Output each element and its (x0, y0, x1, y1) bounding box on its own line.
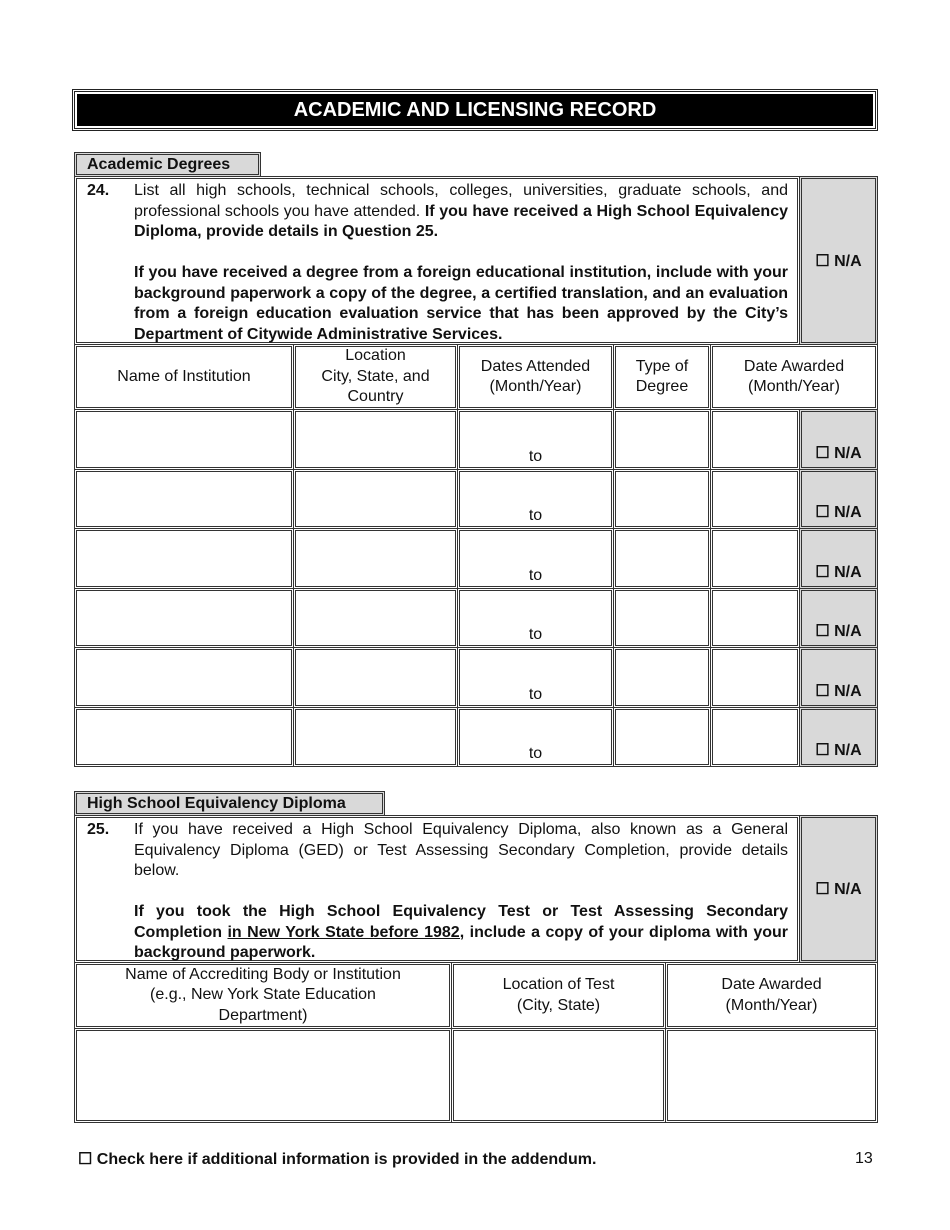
date-awarded-input[interactable] (710, 528, 800, 589)
question-25-box (74, 815, 800, 963)
column-header-accrediting-body: Name of Accrediting Body or Institution (e.g., New York State Education Department) (74, 962, 452, 1029)
date-awarded-input[interactable] (710, 707, 800, 768)
date-awarded-input[interactable] (710, 469, 800, 530)
column-header-location: Location City, State, and Country (293, 344, 458, 410)
column-header-test-location: Location of Test (City, State) (451, 962, 666, 1029)
form-title-bar (72, 89, 878, 131)
institution-location-input[interactable] (293, 409, 458, 470)
question-24-na-checkbox[interactable]: ☐ N/A (799, 176, 878, 345)
degree-type-input[interactable] (613, 707, 711, 768)
institution-name-input[interactable] (74, 647, 294, 708)
addendum-checkbox[interactable]: ☐ Check here if additional information is provided in the addendum. (78, 1151, 597, 1168)
row-na-checkbox[interactable]: ☐ N/A (799, 409, 878, 470)
question-24-box (74, 176, 800, 345)
degree-type-input[interactable] (613, 528, 711, 589)
institution-location-input[interactable] (293, 707, 458, 768)
degree-type-input[interactable] (613, 647, 711, 708)
dates-attended-input[interactable]: to (457, 647, 614, 708)
question-25-bold-underline: in New York State before 1982, (227, 923, 465, 941)
page-number: 13 (855, 1150, 873, 1167)
hse-test-location-input[interactable] (451, 1028, 666, 1123)
institution-name-input[interactable] (74, 469, 294, 530)
question-25-text: If you have received a High School Equivalency Diploma, also known as a General Equivalency Diploma (GED) or Test Assessing Secondary Completion, provide details below. (134, 821, 788, 879)
date-awarded-input[interactable] (710, 588, 800, 649)
column-header-date-awarded: Date Awarded (Month/Year) (710, 344, 878, 410)
row-na-checkbox[interactable]: ☐ N/A (799, 469, 878, 530)
degree-type-input[interactable] (613, 469, 711, 530)
date-awarded-input[interactable] (710, 647, 800, 708)
date-awarded-input[interactable] (710, 409, 800, 470)
question-24-foreign-degree-text: If you have received a degree from a foreign educational institution, include with your background paperwork a copy of the degree, a certified translation, and an evaluation from a foreign education evaluation service that has been approved by the City’s Department of Citywide Administrative Services. (134, 264, 788, 343)
row-na-checkbox[interactable]: ☐ N/A (799, 528, 878, 589)
question-25-na-checkbox[interactable]: ☐ N/A (799, 815, 878, 963)
question-25-bold-text-a: If you took the High School Equivalency Test or Test Assessing Secondary Completion (134, 903, 788, 941)
row-na-checkbox[interactable]: ☐ N/A (799, 707, 878, 768)
institution-name-input[interactable] (74, 707, 294, 768)
hse-date-awarded-input[interactable] (665, 1028, 878, 1123)
form-title: ACADEMIC AND LICENSING RECORD (77, 94, 873, 126)
dates-attended-input[interactable]: to (457, 409, 614, 470)
hse-accrediting-body-input[interactable] (74, 1028, 452, 1123)
dates-attended-input[interactable]: to (457, 528, 614, 589)
question-25-number: 25. (87, 821, 110, 838)
institution-location-input[interactable] (293, 647, 458, 708)
institution-name-input[interactable] (74, 409, 294, 470)
question-24-number: 24. (87, 182, 110, 199)
question-24-text: List all high schools, technical schools, colleges, universities, graduate schools, and professional schools you have attended. (134, 182, 788, 220)
institution-location-input[interactable] (293, 528, 458, 589)
section-label-hse-diploma: High School Equivalency Diploma (74, 791, 385, 816)
question-24-bold-text: If you have received a High School Equivalency Diploma, provide details in Question 25. (134, 202, 788, 240)
dates-attended-input[interactable]: to (457, 469, 614, 530)
column-header-hse-date-awarded: Date Awarded (Month/Year) (665, 962, 878, 1029)
degree-type-input[interactable] (613, 409, 711, 470)
row-na-checkbox[interactable]: ☐ N/A (799, 647, 878, 708)
row-na-checkbox[interactable]: ☐ N/A (799, 588, 878, 649)
section-label-academic-degrees: Academic Degrees (74, 152, 261, 177)
institution-location-input[interactable] (293, 469, 458, 530)
column-header-degree-type: Type of Degree (613, 344, 711, 410)
dates-attended-input[interactable]: to (457, 707, 614, 768)
institution-name-input[interactable] (74, 528, 294, 589)
question-25-bold-text-b: include a copy of your diploma with your background paperwork. (134, 923, 789, 961)
institution-name-input[interactable] (74, 588, 294, 649)
institution-location-input[interactable] (293, 588, 458, 649)
column-header-dates-attended: Dates Attended (Month/Year) (457, 344, 614, 410)
column-header-institution: Name of Institution (74, 344, 294, 410)
degree-type-input[interactable] (613, 588, 711, 649)
dates-attended-input[interactable]: to (457, 588, 614, 649)
